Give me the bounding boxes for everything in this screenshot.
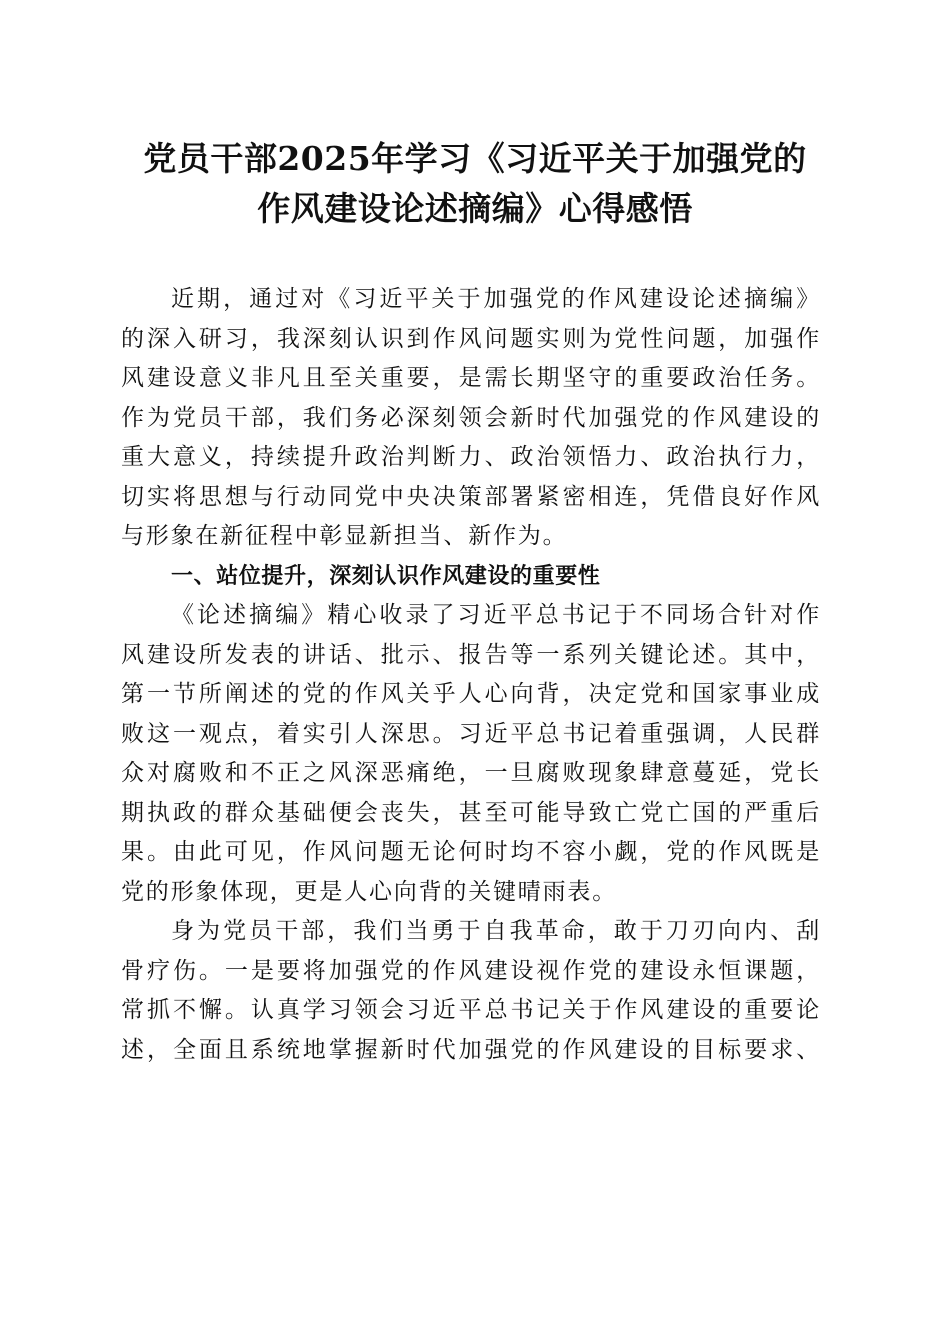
text-line: 作为党员干部，我们务必深刻领会新时代加强党的作风建设的 xyxy=(121,404,821,431)
text-line: 风建设意义非凡且至关重要，是需长期坚守的重要政治任务。 xyxy=(121,365,821,391)
text-line: 败这一观点，着实引人深思。习近平总书记着重强调，人民群 xyxy=(121,720,821,747)
intro-paragraph xyxy=(121,280,821,557)
text-line: 骨疗伤。一是要将加强党的作风建设视作党的建设永恒课题， xyxy=(121,957,821,984)
text-line: 重大意义，持续提升政治判断力、政治领悟力、政治执行力， xyxy=(121,444,821,470)
document-title xyxy=(100,134,850,234)
text-line: 果。由此可见，作风问题无论何时均不容小觑，党的作风既是 xyxy=(121,839,821,865)
section-heading xyxy=(121,557,821,597)
body-paragraph xyxy=(121,912,821,1070)
text-line: 党的形象体现，更是人心向背的关键晴雨表。 xyxy=(121,878,617,905)
title-line: 作风建设论述摘编》心得感悟 xyxy=(257,189,693,228)
text-line: 期执政的群众基础便会丧失，甚至可能导致亡党亡国的严重后 xyxy=(121,799,821,826)
body-paragraph xyxy=(121,596,821,912)
text-line: 风建设所发表的讲话、批示、报告等一系列关键论述。其中， xyxy=(121,641,821,668)
text-line: 切实将思想与行动同党中央决策部署紧密相连，凭借良好作风 xyxy=(121,483,821,510)
document-body xyxy=(121,280,821,1070)
text-line: 的深入研习，我深刻认识到作风问题实则为党性问题，加强作 xyxy=(121,325,821,352)
text-line: 身为党员干部，我们当勇于自我革命，敢于刀刃向内、刮 xyxy=(171,918,821,944)
text-line: 第一节所阐述的党的作风关乎人心向背，决定党和国家事业成 xyxy=(121,681,821,707)
text-line: 众对腐败和不正之风深恶痛绝，一旦腐败现象肆意蔓延，党长 xyxy=(121,760,821,786)
text-line: 常抓不懈。认真学习领会习近平总书记关于作风建设的重要论 xyxy=(121,997,821,1023)
title-line: 党员干部2025年学习《习近平关于加强党的 xyxy=(143,139,807,178)
text-line: 与形象在新征程中彰显新担当、新作为。 xyxy=(121,523,568,549)
text-line: 《论述摘编》精心收录了习近平总书记于不同场合针对作 xyxy=(171,602,821,628)
heading-text: 一、站位提升，深刻认识作风建设的重要性 xyxy=(171,563,601,589)
text-line: 近期，通过对《习近平关于加强党的作风建设论述摘编》 xyxy=(171,286,821,312)
text-line: 述，全面且系统地掌握新时代加强党的作风建设的目标要求、 xyxy=(121,1036,821,1063)
